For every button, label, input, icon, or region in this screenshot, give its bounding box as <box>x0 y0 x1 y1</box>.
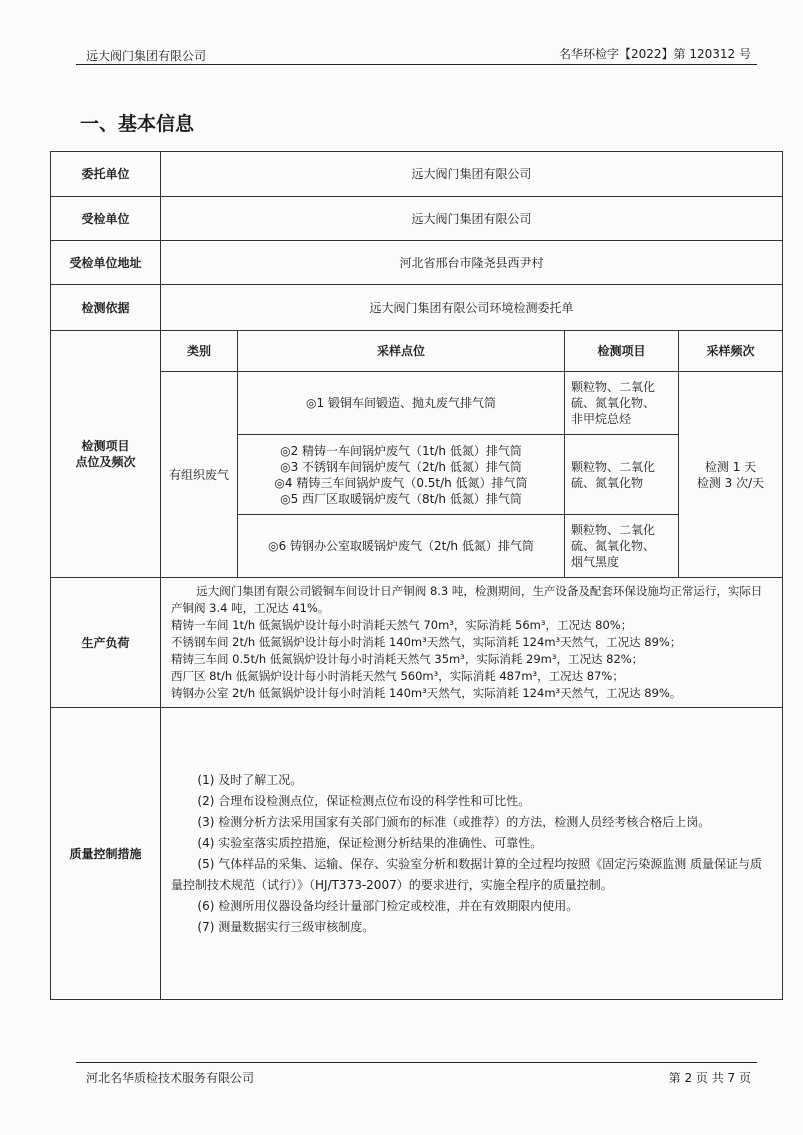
load-line: 精铸一车间 1t/h 低氮锅炉设计每小时消耗天然气 70m³，实际消耗 56m³，工况达 80%； <box>171 618 633 632</box>
qc-label: 质量控制措施 <box>51 708 161 1000</box>
header-company: 远大阀门集团有限公司 <box>86 49 207 63</box>
sampling-point: ◎2 精铸一车间锅炉废气（1t/h 低氮）排气筒 <box>280 443 522 458</box>
col-header-item: 检测项目 <box>565 331 679 372</box>
qc-item: (4) 实验室落实质控措施，保证检测分析结果的准确性、可靠性。 <box>197 835 543 850</box>
qc-item: (7) 测量数据实行三级审核制度。 <box>197 919 375 934</box>
load-line: 西厂区 8t/h 低氮锅炉设计每小时消耗天然气 560m³，实际消耗 487m³，工况达 87%； <box>171 669 624 683</box>
freq-line1: 检测 1 天 <box>704 459 757 474</box>
load-label: 生产负荷 <box>51 578 161 708</box>
table-row <box>51 285 783 331</box>
freq-cell <box>679 372 783 578</box>
items-label-line2: 点位及频次 <box>75 455 136 469</box>
sampling-point: ◎5 西厂区取暖锅炉废气（8t/h 低氮）排气筒 <box>280 491 522 506</box>
basis-label: 检测依据 <box>51 285 161 331</box>
sampling-point: ◎1 锻铜车间锻造、抛丸废气排气筒 <box>238 372 565 435</box>
sampling-point: ◎6 铸钢办公室取暖锅炉废气（2t/h 低氮）排气筒 <box>238 515 565 578</box>
table-row <box>51 197 783 241</box>
category-cell: 有组织废气 <box>161 372 238 578</box>
load-intro: 远大阀门集团有限公司锻铜车间设计日产铜阀 8.3 吨，检测期间，生产设备及配套环保设施均正常运行，实际日产铜阀 3.4 吨，工况达 41%。 <box>171 584 763 615</box>
sampling-point: ◎4 精铸三车间锅炉废气（0.5t/h 低氮）排气筒 <box>274 475 528 490</box>
item-cell: 颗粒物、二氧化 硫、氮氧化物、 非甲烷总烃 <box>565 372 679 435</box>
table-row <box>51 152 783 197</box>
inspected-value: 远大阀门集团有限公司 <box>161 197 783 241</box>
col-header-freq: 采样频次 <box>679 331 783 372</box>
items-label <box>51 331 161 578</box>
qc-item: (5) 气体样品的采集、运输、保存、实验室分析和数据计算的全过程均按照《固定污染源监测 质量保证与质量控制技术规范（试行）》（HJ/T373-2007）的要求进行，实施全程序的质量控制。 <box>171 856 763 892</box>
section-title: 一、基本信息 <box>80 113 195 135</box>
sampling-point: ◎3 不锈钢车间锅炉废气（2t/h 低氮）排气筒 <box>280 459 522 474</box>
inspected-label: 受检单位 <box>51 197 161 241</box>
qc-item: (2) 合理布设检测点位，保证检测点位布设的科学性和可比性。 <box>197 793 531 808</box>
load-row <box>51 578 783 708</box>
address-value: 河北省邢台市隆尧县西尹村 <box>161 241 783 285</box>
footer-divider <box>76 1062 757 1063</box>
col-header-point: 采样点位 <box>238 331 565 372</box>
qc-row <box>51 708 783 1000</box>
basis-value: 远大阀门集团有限公司环境检测委托单 <box>161 285 783 331</box>
address-label: 受检单位地址 <box>51 241 161 285</box>
table-row <box>51 241 783 285</box>
client-label: 委托单位 <box>51 152 161 197</box>
load-line: 精铸三车间 0.5t/h 低氮锅炉设计每小时消耗天然气 35m³，实际消耗 29m³，工况达 82%； <box>171 652 644 666</box>
load-line: 不锈钢车间 2t/h 低氮锅炉设计每小时消耗 140m³天然气，实际消耗 124m³天然气，工况达 89%； <box>171 635 682 649</box>
load-text <box>161 578 783 708</box>
item-cell: 颗粒物、二氧化 硫、氮氧化物 <box>565 435 679 515</box>
sampling-point-group <box>238 435 565 515</box>
header-divider <box>76 64 757 65</box>
col-header-category: 类别 <box>161 331 238 372</box>
load-line: 铸钢办公室 2t/h 低氮锅炉设计每小时消耗 140m³天然气，实际消耗 124m³天然气，工况达 89%。 <box>171 686 682 700</box>
items-row <box>51 372 783 435</box>
basic-info-table <box>50 151 783 1000</box>
qc-text <box>161 708 783 1000</box>
footer-company: 河北名华质检技术服务有限公司 <box>86 1071 255 1085</box>
qc-item: (6) 检测所用仪器设备均经计量部门检定或校准，并在有效期限内使用。 <box>197 898 579 913</box>
items-header-row <box>51 331 783 372</box>
footer-page-number: 第 2 页 共 7 页 <box>668 1071 751 1085</box>
freq-line2: 检测 3 次/天 <box>696 475 765 490</box>
header-report-number: 名华环检字【2022】第 120312 号 <box>559 47 751 61</box>
client-value: 远大阀门集团有限公司 <box>161 152 783 197</box>
qc-item: (1) 及时了解工况。 <box>197 772 303 787</box>
qc-item: (3) 检测分析方法采用国家有关部门颁布的标准（或推荐）的方法，检测人员经考核合格后上岗。 <box>197 814 711 829</box>
item-cell: 颗粒物、二氧化 硫、氮氧化物、 烟气黑度 <box>565 515 679 578</box>
items-label-line1: 检测项目 <box>81 439 130 453</box>
